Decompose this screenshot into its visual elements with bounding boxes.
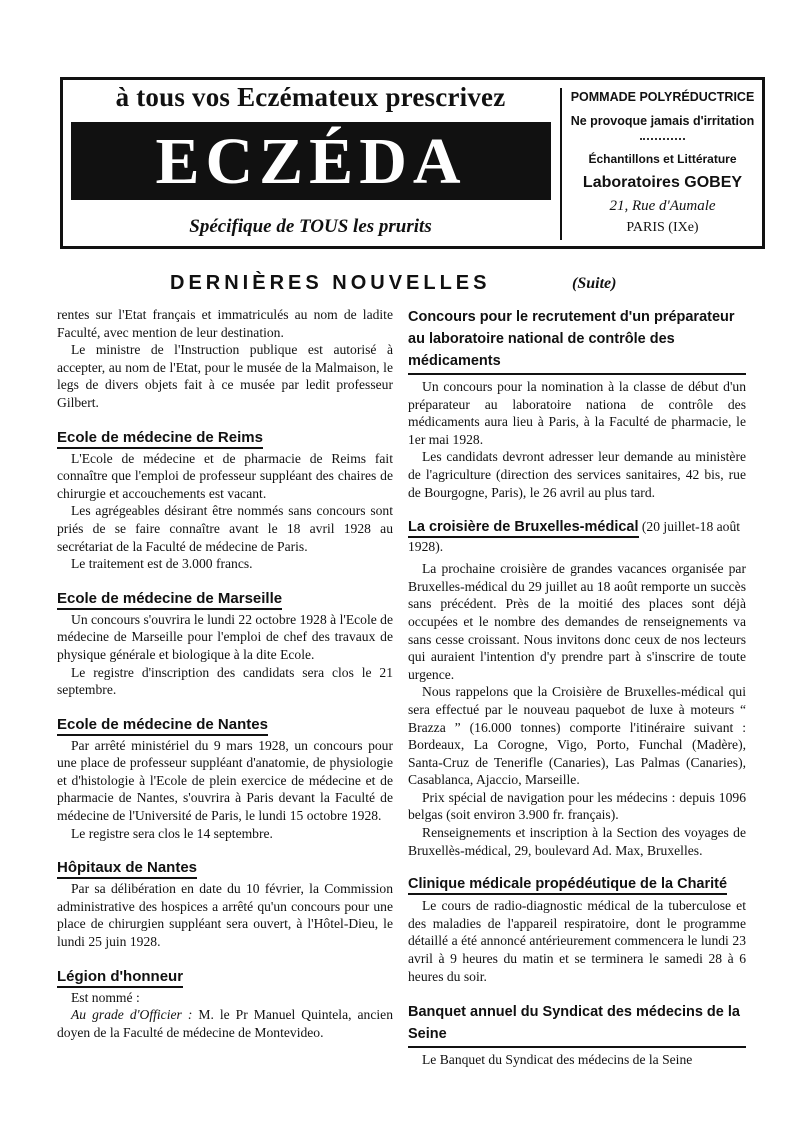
heading-text: Légion d'honneur [57,968,183,988]
paragraph: Le Banquet du Syndicat des médecins de la Seine [422,1052,693,1068]
right-column [408,306,746,1069]
ad-samples-line: Échantillons et Littérature [588,152,737,166]
section-heading-nantes [57,715,393,734]
paragraph: Les candidats devront adresser leur demande au ministère de l'agriculture (direction des services sanitaires, 42 bis, rue de Bourgogne, Paris), le 26 avril au plus tard. [408,449,746,500]
section-heading-marseille [57,589,393,608]
paragraph: Les agrégeables désirant être nommés sans concours sont priés de se faire connaître avant le 18 avril 1928 au secrétariat de la Faculté de médecine de Paris. [57,503,393,554]
left-column [57,306,393,1041]
paragraph: Nous rappelons que la Croisière de Bruxelles-médical qui sera effectué par le nouveau paquebot de luxe à moteurs “ Brazza ” (16.000 tonnes) comporte l'itinéraire suivant : Bordeaux, La Corogne, Vigo, Porto, Funchal (Madère), Santa-Cruz de Tenerifle (Canaries), Las Palmas (Canaries), Casablanca, Ajaccio, Marseille. [408,684,746,788]
heading-text: Concours pour le recrutement d'un préparateur au laboratoire national de contrôle des médicaments [408,309,735,369]
paragraph: Par arrêté ministériel du 9 mars 1928, un concours pour une place de professeur suppléant d'anatomie, de physiologie et d'histologie à l'Ecole de plein exercice de médecine et de pharmacie de Nantes, s'ouvrira à Paris devant la Faculté de médecine de l'Université de Paris, le lundi 15 octobre 1928. [57,737,393,824]
section-heading-banquet [408,1001,746,1048]
heading-dates: (20 juillet-18 août 1928). [408,519,741,555]
heading-text: Ecole de médecine de Nantes [57,716,268,736]
paragraph: Par sa délibération en date du 10 février, la Commission administrative des hospices a arrêté qu'un concours pour une place de chirurgien suppléant sera ouvert, à l'Hôtel-Dieu, le lundi 25 juin 1928. [57,881,393,950]
advertisement-box [60,77,765,249]
paragraph: Un concours pour la nomination à la classe de début d'un préparateur au laboratoire nationa de contrôle des médicaments aura lieu à Paris, à la Faculté de pharmacie, le 1er mai 1928. [408,379,746,447]
heading-text: Clinique médicale propédéutique de la Charité [408,876,727,895]
heading-text: Hôpitaux de Nantes [57,859,197,879]
paragraph: rentes sur l'Etat français et immatriculés au nom de ladite Faculté, avec mention de leur destination. [57,307,393,340]
ad-tagline: à tous vos Eczémateux prescrivez [115,82,506,112]
section-heading-croisiere [408,517,746,557]
paragraph: La prochaine croisière de grandes vacances organisée par Bruxelles-médical du 29 juillet au 18 août remporte un succès sans précédent. Près de la moitié des places sont déjà occupées et le nombre des demandes de renseignements va sans cesse croissant. Nous invitons donc ceux de nos lecteurs qui auraient l'intention d'y prendre part à s'inscrire de toute urgence. [408,561,746,682]
paragraph: Un concours s'ouvrira le lundi 22 octobre 1928 à l'Ecole de médecine de Marseille pour l'emploi de chef des travaux de physique générale et biologique à la dite Ecole. [57,611,393,662]
ad-claim-line: Ne provoque jamais d'irritation [570,114,755,128]
heading-text: Banquet annuel du Syndicat des médecins de la Seine [408,1004,740,1043]
ad-lab-name: Laboratoires GOBEY [582,174,743,191]
section-heading-legion [57,967,393,986]
paragraph: Prix spécial de navigation pour les médecins : depuis 1096 belgas (soit environ 3.900 fr. français). [408,789,746,823]
heading-text: Ecole de médecine de Marseille [57,590,282,610]
legion-grade: Au grade d'Officier : [71,1007,193,1023]
ad-city: PARIS (IXe) [626,220,699,235]
paragraph: Le ministre de l'Instruction publique est autorisé à accepter, au nom de l'Etat, pour le musée de la Malmaison, le legs de divers objets fait à ce musée par ledit professeur Gilbert. [57,342,393,410]
section-heading-hopitaux [57,858,393,877]
heading-text: Ecole de médecine de Reims [57,429,263,449]
section-heading-concours [408,306,746,375]
section-heading-clinique [408,875,746,894]
heading-text: La croisière de Bruxelles-médical [408,519,639,538]
ad-brand-banner [71,122,551,200]
paragraph: Le registre d'inscription des candidats sera clos le 21 septembre. [57,664,393,698]
paragraph-legion [57,1006,393,1041]
paragraph: Est nommé : [71,989,140,1005]
ad-product-line: POMMADE POLYRÉDUCTRICE [570,90,755,104]
paragraph: Le cours de radio-diagnostic médical de la tuberculose et des maladies de l'appareil respiratoire, dont le programme détaillé a été annoncé antérieurement commencera le lundi 23 avril à 9 heures du matin et se terminera le samedi 28 à 6 heures du soir. [408,898,746,984]
ad-right-panel [565,80,760,246]
ad-address: 21, Rue d'Aumale [609,198,716,214]
ad-brand-name: ECZÉDA [155,125,467,198]
legion-text: M. le Pr Manuel Quintela, ancien doyen de la Faculté de médecine de Montevideo. [57,1007,393,1040]
paragraph: Le traitement est de 3.000 francs. [71,556,253,572]
ad-ornament [640,138,685,144]
ad-subtitle: Spécifique de TOUS les prurits [189,216,432,237]
paragraph: L'Ecole de médecine et de pharmacie de Reims fait connaître que l'emploi de professeur suppléant des chaires de chirurgie et accouchements est vacant. [57,450,393,501]
paragraph: Renseignements et inscription à la Section des voyages de Bruxellès-médical, 29, boulevard Ad. Max, Bruxelles. [408,825,746,858]
page-title-suite: (Suite) [572,275,617,292]
section-heading-reims [57,428,393,447]
ad-divider [560,88,562,240]
page-title: DERNIÈRES NOUVELLES [170,272,491,294]
ad-left-panel [63,80,558,246]
paragraph: Le registre sera clos le 14 septembre. [71,825,273,841]
